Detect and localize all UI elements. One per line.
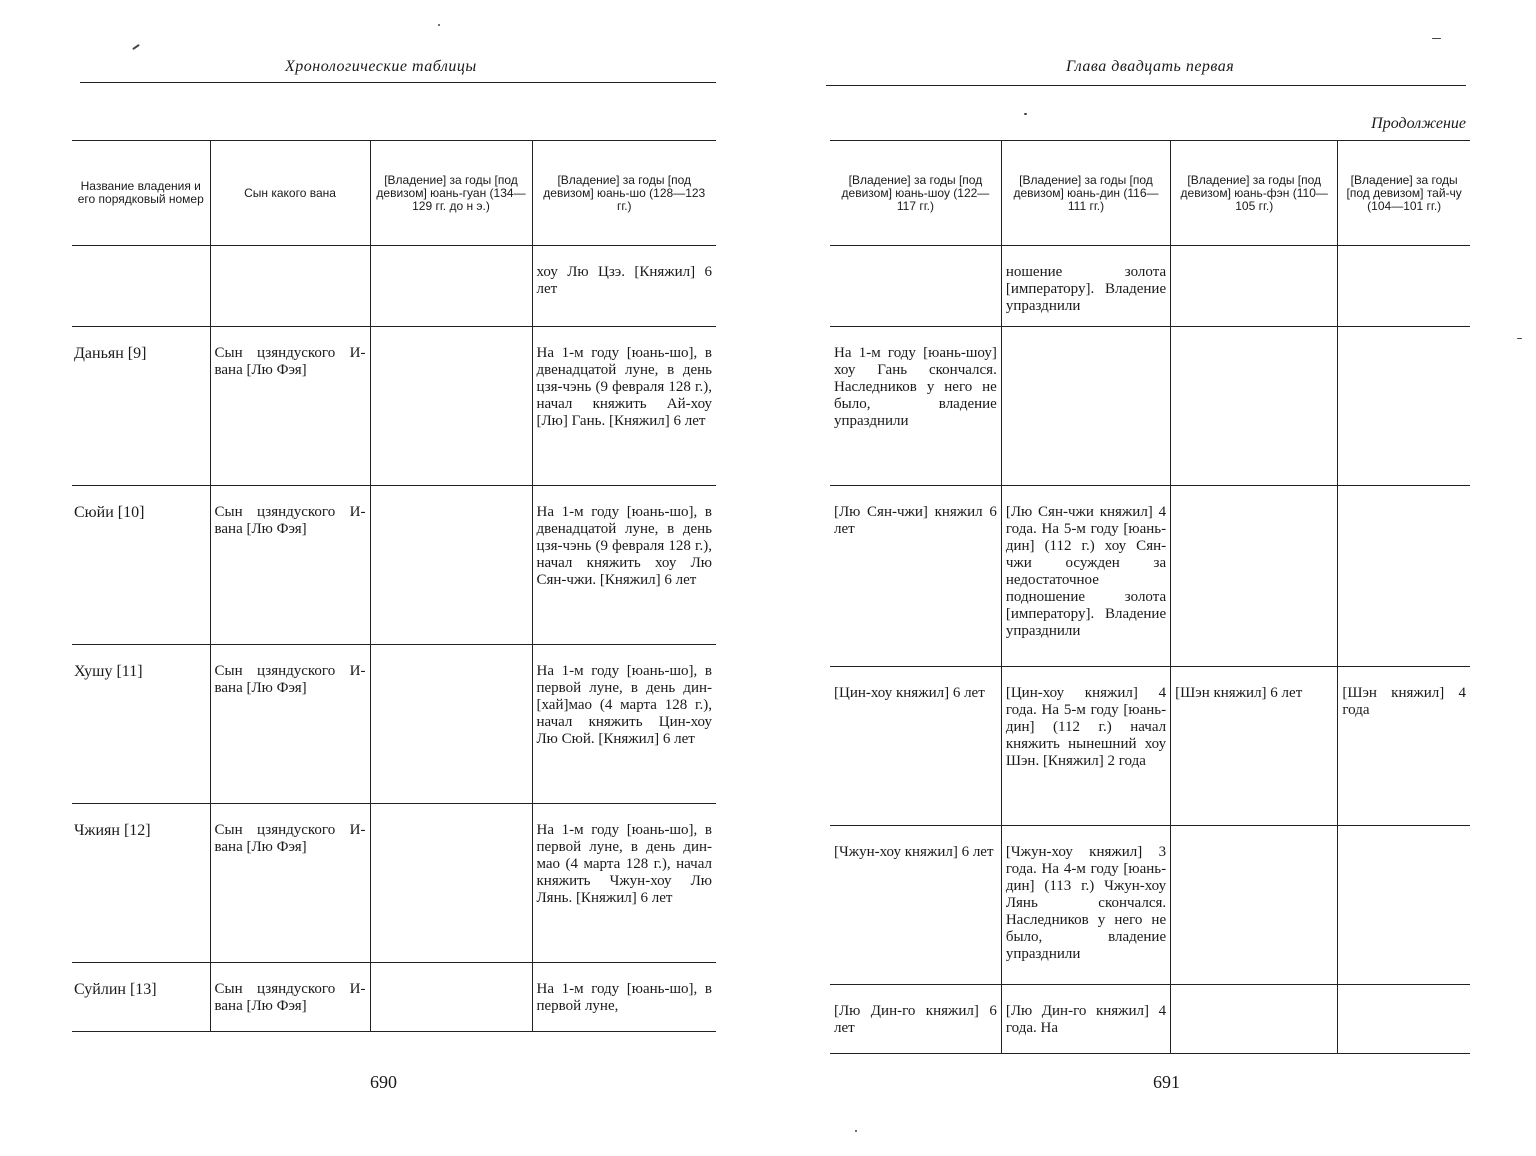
table-row [72,246,716,327]
table-cell: [Цин-хоу княжил] 6 лет [834,685,985,701]
table-cell: Сын цзяндуского И-вана [Лю Фэя] [210,327,370,486]
table-cell: На 1-м году [юань-шоу] хоу Гань скончался. Наследников у него не было, владение упразднили [834,345,997,429]
table-header-row [72,141,716,246]
table-cell [370,246,532,327]
table-row [830,246,1470,327]
table-row [72,486,716,645]
column-header: [Владение] за годы [под девизом] юань-дин (116—111 гг.) [1001,141,1170,246]
table-cell [370,804,532,963]
table-cell [370,963,532,1032]
table-cell: На 1-м году [юань-шо], в двенадцатой луне, в день цзя-чэнь (9 февраля 128 г.), начал княжить Ай-хоу [Лю] Гань. [Княжил] 6 лет [532,327,716,486]
scan-speck [1024,113,1027,115]
table-cell: хоу Лю Цзэ. [Княжил] 6 лет [532,246,716,327]
table-cell: [Шэн княжил] 6 лет [1171,667,1338,826]
table-cell [370,645,532,804]
table-cell: [Лю Сян-чжи] княжил 6 лет [834,504,997,537]
table-cell: На 1-м году [юань-шо], в первой луне, в день дин-мао (4 марта 128 г.), начал княжить Чжун-хоу Лю Лянь. [Княжил] 6 лет [532,804,716,963]
table-cell: [Лю Дин-го княжил] 4 года. На [1001,985,1170,1054]
column-header: [Владение] за годы [под девизом] юань-шоу (122—117 гг.) [841,172,990,213]
column-header: Название владения и его порядковый номер [77,179,204,206]
header-rule [826,85,1466,86]
column-header: [Владение] за годы [под девизом] юань-гуан (134—129 гг. до н э.) [370,141,532,246]
scan-speck [855,1130,857,1132]
table-cell: [Лю Дин-го княжил] 6 лет [834,1003,997,1036]
table-cell [1338,327,1470,486]
table-cell [1171,327,1338,486]
table-cell: ношение золота [императору]. Владение упразднили [1001,246,1170,327]
table-cell [1338,826,1470,985]
table-cell: Сын цзяндуского И-вана [Лю Фэя] [210,963,370,1032]
page-number: 691 [1153,1072,1180,1092]
table-cell [1171,246,1338,327]
table-row [72,963,716,1032]
table-cell [1338,486,1470,667]
continuation-label: Продолжение [1371,115,1466,132]
table-cell: Сын цзяндуского И-вана [Лю Фэя] [210,486,370,645]
table-cell: [Лю Сян-чжи княжил] 4 года. На 5-м году [юань-дин] (112 г.) хоу Сян-чжи осужден за недостаточное подношение золота [императору]. Владение упразднили [1001,486,1170,667]
table-row [830,826,1470,985]
table-cell [1338,985,1470,1054]
scan-speck [1517,338,1522,339]
table-cell [210,246,370,327]
running-head: Глава двадцать первая [1066,58,1235,75]
table-cell: [Чжун-хоу княжил] 3 года. На 4-м году [юань-дин] (113 г.) Чжун-хоу Лянь скончался. Наследников у него не было, владение упразднили [1001,826,1170,985]
column-header: Сын какого вана [210,141,370,246]
table-cell [1171,826,1338,985]
chronological-table [830,140,1470,1054]
table-cell [370,327,532,486]
table-cell [1171,486,1338,667]
right-page [768,0,1536,1156]
table-cell: Сын цзяндуского И-вана [Лю Фэя] [210,645,370,804]
table-cell: Даньян [9] [74,345,147,362]
table-cell [72,246,210,327]
column-header: [Владение] за годы [под девизом] тай-чу (104—101 гг.) [1338,141,1470,246]
table-row [72,645,716,804]
chronological-table [72,140,716,1032]
table-cell: Сын цзяндуского И-вана [Лю Фэя] [210,804,370,963]
table-row [72,804,716,963]
table-cell [370,486,532,645]
table-cell [1171,985,1338,1054]
table-cell [1001,327,1170,486]
scan-speck [438,24,440,26]
header-rule [80,82,716,83]
table-header-row [830,141,1470,246]
table-cell: Чжиян [12] [74,822,151,839]
table-cell: На 1-м году [юань-шо], в двенадцатой луне, в день цзя-чэнь (9 февраля 128 г.), начал княжить хоу Лю Сян-чжи. [Княжил] 6 лет [532,486,716,645]
column-header: [Владение] за годы [под девизом] юань-фэн (110—105 гг.) [1171,141,1338,246]
table-row [830,486,1470,667]
table-cell: [Шэн княжил] 4 года [1338,667,1470,826]
table-row [830,667,1470,826]
table-cell: Хушу [11] [74,663,143,680]
table-cell [1338,246,1470,327]
running-head: Хронологические таблицы [285,58,477,75]
table-cell [830,246,1001,327]
table-cell: Суйлин [13] [74,981,157,998]
table-cell: [Цин-хоу княжил] 4 года. На 5-м году [юань-дин] (112 г.) начал княжить нынешний хоу Шэн. [Княжил] 2 года [1001,667,1170,826]
table-cell: Сюйи [10] [74,504,145,521]
table-cell: На 1-м году [юань-шо], в первой луне, в день дин-[хай]мао (4 марта 128 г.), начал княжить Цин-хоу Лю Сюй. [Княжил] 6 лет [532,645,716,804]
page-number: 690 [370,1072,397,1092]
table-row [830,327,1470,486]
table-cell: На 1-м году [юань-шо], в первой луне, [532,963,716,1032]
column-header: [Владение] за годы [под девизом] юань-шо (128—123 гг.) [532,141,716,246]
table-row [830,985,1470,1054]
scan-speck [1432,38,1441,39]
table-row [72,327,716,486]
table-cell: [Чжун-хоу княжил] 6 лет [834,844,994,860]
